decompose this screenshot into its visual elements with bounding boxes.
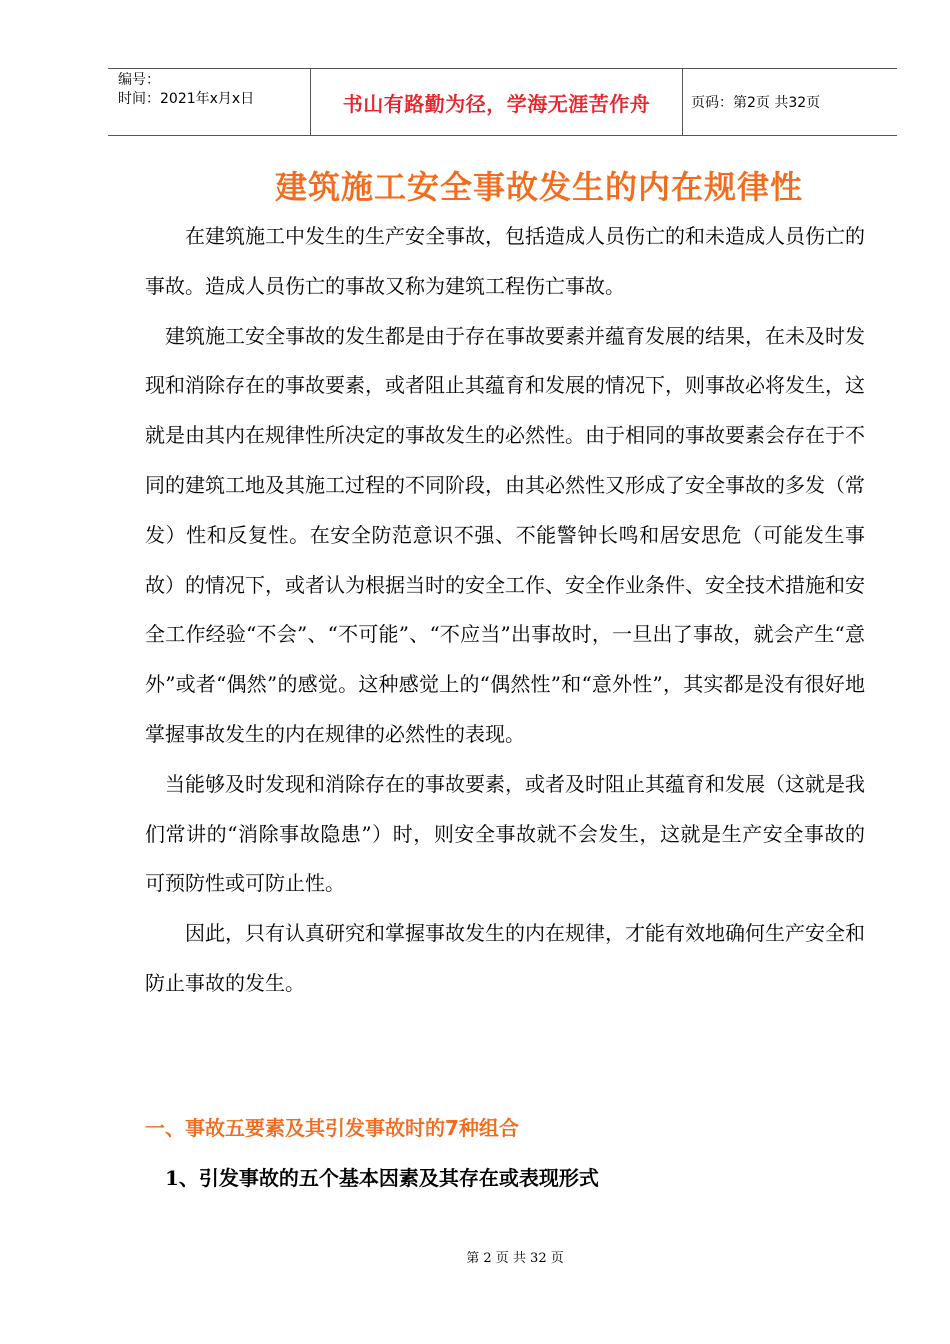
paragraph-3: 当能够及时发现和消除存在的事故要素，或者及时阻止其蕴育和发展（这就是我们常讲的“消除事故隐患”）时，则安全事故就不会发生，这就是生产安全事故的可预防性或可防止性。 <box>145 771 865 896</box>
paragraph-1: 在建筑施工中发生的生产安全事故，包括造成人员伤亡的和未造成人员伤亡的事故。造成人员伤亡的事故又称为建筑工程伤亡事故。 <box>145 224 865 298</box>
document-time-label: 时间：2021年x月x日 <box>118 91 255 107</box>
header-motto: 书山有路勤为径，学海无涯苦作舟 <box>310 69 683 135</box>
header-meta-cell <box>108 69 310 135</box>
document-title: 建筑施工安全事故发生的内在规律性 <box>274 168 803 206</box>
document-body <box>145 212 865 1009</box>
paragraph-4: 因此，只有认真研究和掌握事故发生的内在规律，才能有效地确何生产安全和防止事故的发生。 <box>145 921 865 995</box>
page-footer: 第 2 页 共 32 页 <box>466 1251 564 1266</box>
document-number-label: 编号： <box>118 72 160 88</box>
sub-heading: 1、引发事故的五个基本因素及其存在或表现形式 <box>165 1166 599 1190</box>
paragraph-2: 建筑施工安全事故的发生都是由于存在事故要素并蕴育发展的结果，在未及时发现和消除存在的事故要素，或者阻止其蕴育和发展的情况下，则事故必将发生，这就是由其内在规律性所决定的事故发生的必然性。由于相同的事故要素会存在于不同的建筑工地及其施工过程的不同阶段，由其必然性又形成了安全事故的多发（常发）性和反复性。在安全防范意识不强、不能警钟长鸣和居安思危（可能发生事故）的情况下，或者认为根据当时的安全工作、安全作业条件、安全技术措施和安全工作经验“不会”、“不可能”、“不应当”出事故时，一旦出了事故，就会产生“意外”或者“偶然”的感觉。这种感觉上的“偶然性”和“意外性”，其实都是没有很好地掌握事故发生的内在规律的必然性的表现。 <box>145 323 865 746</box>
section-heading: 一、事故五要素及其引发事故时的7种组合 <box>145 1116 519 1140</box>
page-header <box>108 68 897 136</box>
header-page-info: 页码：第2页 共32页 <box>691 95 821 111</box>
